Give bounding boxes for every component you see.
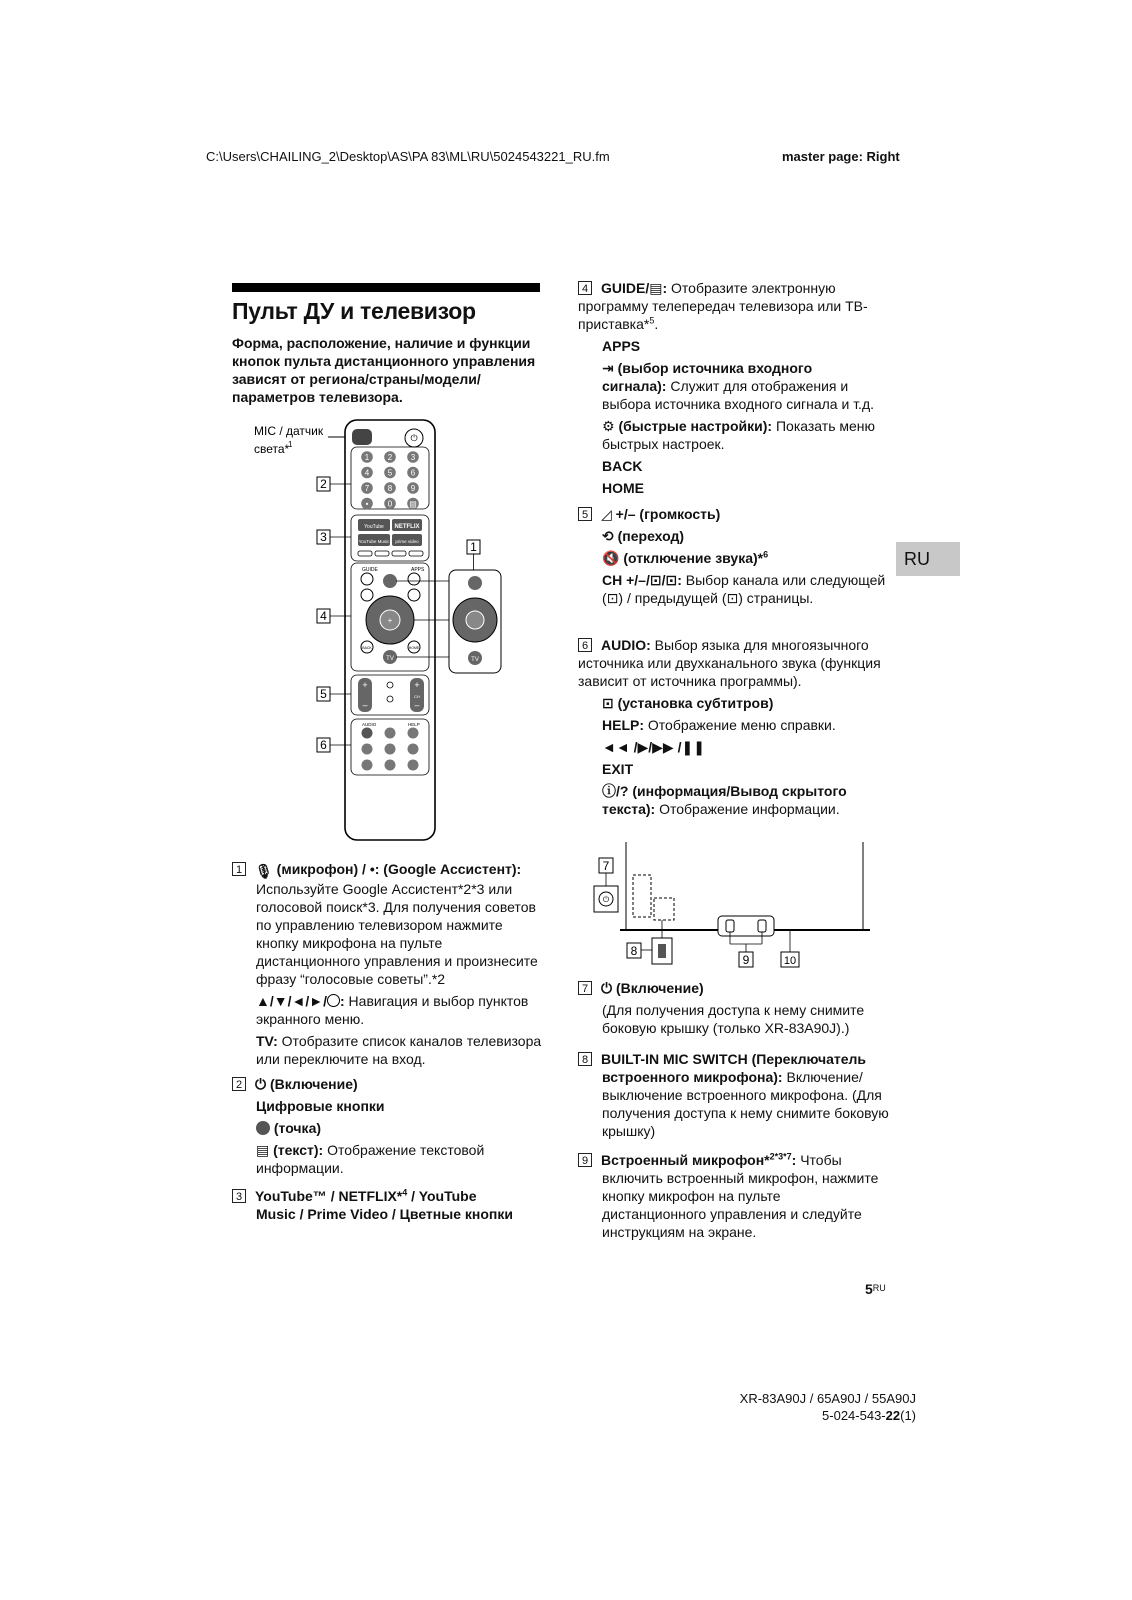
dot-icon: [256, 1121, 270, 1135]
remote-bottom-button: [408, 760, 419, 771]
section-3: 3 YouTube™ / NETFLIX*$^4$ / YouTube Music / Prime Video / Цветные кнопки: [232, 1187, 548, 1223]
section-5: 5 ◿ +/– (громкость) ⟲ (переход) 🔇 (отключение звука)*$^6$ CH +/–/⊡/⊡: Выбор канала или следующей (⊡) / предыдущей (⊡) страницы.: [578, 505, 888, 607]
svg-text:HOME: HOME: [408, 646, 420, 650]
svg-text:TV: TV: [471, 657, 479, 663]
svg-text:⏻: ⏻: [602, 895, 610, 904]
keypad-label: •: [365, 499, 369, 509]
keypad-label: 8: [387, 484, 393, 493]
power-icon-2: ⏻: [601, 980, 613, 996]
svg-text:YouTube Music: YouTube Music: [358, 539, 390, 544]
remote-bottom-button: [385, 760, 396, 771]
page-down-icon-2: ⊡: [726, 590, 739, 606]
keypad-label: 3: [410, 453, 416, 462]
language-tab: RU: [896, 542, 960, 576]
svg-text:APPS: APPS: [411, 567, 425, 573]
keypad-label: 2: [387, 453, 393, 462]
keypad-label: 0: [387, 499, 393, 509]
remote-bottom-button: [385, 728, 396, 739]
input-icon: ⇥: [602, 360, 614, 376]
svg-text:AUDIO: AUDIO: [362, 722, 377, 727]
microphone-icon: 🎙: [255, 863, 273, 879]
jump-icon: ⟲: [602, 528, 614, 544]
svg-text:2: 2: [320, 477, 327, 491]
guide-icon: ▤: [649, 280, 663, 296]
svg-text:–: –: [414, 700, 420, 710]
tv-back-diagram: [590, 840, 880, 970]
svg-text:7: 7: [602, 859, 610, 873]
help-icon: ?: [619, 783, 629, 799]
svg-text:1: 1: [470, 540, 477, 554]
keypad-label: 9: [410, 484, 416, 493]
section-1-body: Используйте Google Ассистент*2*3 или голосовой поиск*3. Для получения советов по управлению телевизором нажмите кнопку микрофона на пульте дистанционного управления и произнесите фразу “голосовые советы”.*2: [256, 881, 538, 987]
power-icon: ⏻: [255, 1076, 267, 1092]
svg-text:–: –: [362, 700, 368, 710]
section-7: 7 ⏻ (Включение) (Для получения доступа к нему снимите боковую крышку (только XR-83A90J).): [578, 979, 888, 1037]
svg-text:GUIDE: GUIDE: [362, 567, 378, 573]
mute-icon: 🔇: [602, 550, 620, 566]
svg-text:+: +: [362, 680, 368, 690]
keypad-label: ▤: [409, 499, 417, 509]
keypad-label: 1: [364, 453, 370, 462]
remote-bottom-button: [362, 744, 373, 755]
volume-icon: ◿: [601, 506, 612, 522]
keypad-label: 7: [364, 484, 370, 493]
page-down-icon: ⊡: [665, 572, 678, 588]
remote-bottom-button: [362, 760, 373, 771]
doc-code: 5-024-543-22(1): [822, 1408, 916, 1423]
svg-text:10: 10: [783, 955, 797, 967]
svg-text:4: 4: [320, 609, 327, 623]
mic-label: MIC / датчик: [254, 424, 324, 438]
remote-control-illustration: [248, 415, 508, 845]
svg-text:prime video: prime video: [395, 539, 419, 544]
svg-text:5: 5: [320, 687, 327, 701]
keypad-label: 4: [364, 468, 370, 478]
file-path: C:\Users\CHAILING_2\Desktop\AS\PA 83\ML\RU\5024543221_RU.fm: [206, 149, 610, 164]
text-icon: ▤: [256, 1142, 270, 1158]
playback-icons: ◄◄ /▶/▶▶ /❚❚: [602, 739, 705, 755]
svg-text:YouTube: YouTube: [364, 524, 384, 530]
keypad-label: 6: [410, 468, 416, 478]
remote-bottom-button: [408, 744, 419, 755]
remote-bottom-button: [408, 728, 419, 739]
page-number: $5^{RU}$: [865, 1281, 886, 1297]
section-1: 1 🎙 (микрофон) / •: (Google Ассистент): Используйте Google Ассистент*2*3 или голосовой поиск*3. Для получения советов по управлению телевизором нажмите кнопку микрофона на пульте дистанционного управления и произнесите фразу “голосовые советы”.*2 ▲/▼/◄/►/ : Навигация и выбор пунктов экранного меню. TV: Отобразите список каналов телевизора или переключите на вход.: [232, 860, 544, 1068]
subtitle-icon: ⊡: [602, 695, 614, 711]
svg-text:⏻: ⏻: [410, 434, 418, 444]
svg-text:8: 8: [630, 944, 638, 958]
model-list: XR-83A90J / 65A90J / 55A90J: [739, 1391, 916, 1406]
svg-text:+: +: [414, 680, 420, 690]
remote-bottom-button: [385, 744, 396, 755]
svg-text:6: 6: [320, 738, 327, 752]
section-6: 6 AUDIO: Выбор языка для многоязычного источника или двухканального звука (функция зависит от источника программы). ⊡ (установка субтитров) HELP: Отображение меню справки. ◄◄ /▶/▶▶ /❚❚ EXIT ⓘ/? (информация/Вывод скрытого текста): Отображение информации.: [578, 636, 890, 818]
gear-icon: ⚙: [602, 418, 615, 434]
page-up-icon-2: ⊡: [606, 590, 619, 606]
svg-text:HELP: HELP: [408, 722, 420, 727]
mic-sensor: [352, 429, 372, 445]
title-bar: [232, 283, 540, 292]
mic-label-sup: 1: [288, 440, 293, 449]
section-9: 9 Встроенный микрофон*$^{2*3*7}$: Чтобы включить встроенный микрофон, нажмите кнопку микрофон на пульте дистанционного управления и следуйте инструкциям на экране.: [578, 1151, 888, 1241]
remote-bottom-button: [362, 728, 373, 739]
svg-text:NETFLIX: NETFLIX: [394, 524, 420, 530]
svg-text:BACK: BACK: [362, 646, 372, 650]
master-page-label: master page: Right: [782, 149, 900, 164]
intro-text: Форма, расположение, наличие и функции кнопок пульта дистанционного управления зависят от региона/страны/модели/параметров телевизора.: [232, 335, 536, 405]
enter-circle-icon: [327, 994, 340, 1007]
section-4: 4 GUIDE/▤: Отобразите электронную программу телепередач телевизора или ТВ-приставка*$^5$. APPS ⇥ (выбор источника входного сигнала): Служит для отображения и выбора источника входного сигнала и т.д. ⚙ (быстрые настройки): Показать меню быстрых настроек. BACK HOME: [578, 280, 876, 496]
page-title: Пульт ДУ и телевизор: [232, 298, 476, 324]
mic-label-2: света*: [254, 442, 290, 456]
keypad-label: 5: [387, 468, 393, 478]
section-2: 2 ⏻ (Включение) Цифровые кнопки (точка) ▤ (текст): Отображение текстовой информации.: [232, 1075, 544, 1177]
svg-text:+: +: [387, 616, 393, 625]
svg-text:9: 9: [742, 953, 750, 967]
assistant-icon: •:: [369, 861, 380, 877]
page-up-icon: ⊡: [649, 572, 662, 588]
info-icon: ⓘ: [602, 783, 616, 799]
section-8: 8 BUILT-IN MIC SWITCH (Переключатель встроенного микрофона): Включение/выключение встроенного микрофона. (Для получения доступа к нему снимите боковую крышку): [578, 1050, 890, 1140]
footer: [718, 1390, 916, 1424]
svg-text:CH: CH: [414, 694, 420, 699]
svg-text:3: 3: [320, 530, 327, 544]
svg-text:TV: TV: [386, 656, 394, 662]
